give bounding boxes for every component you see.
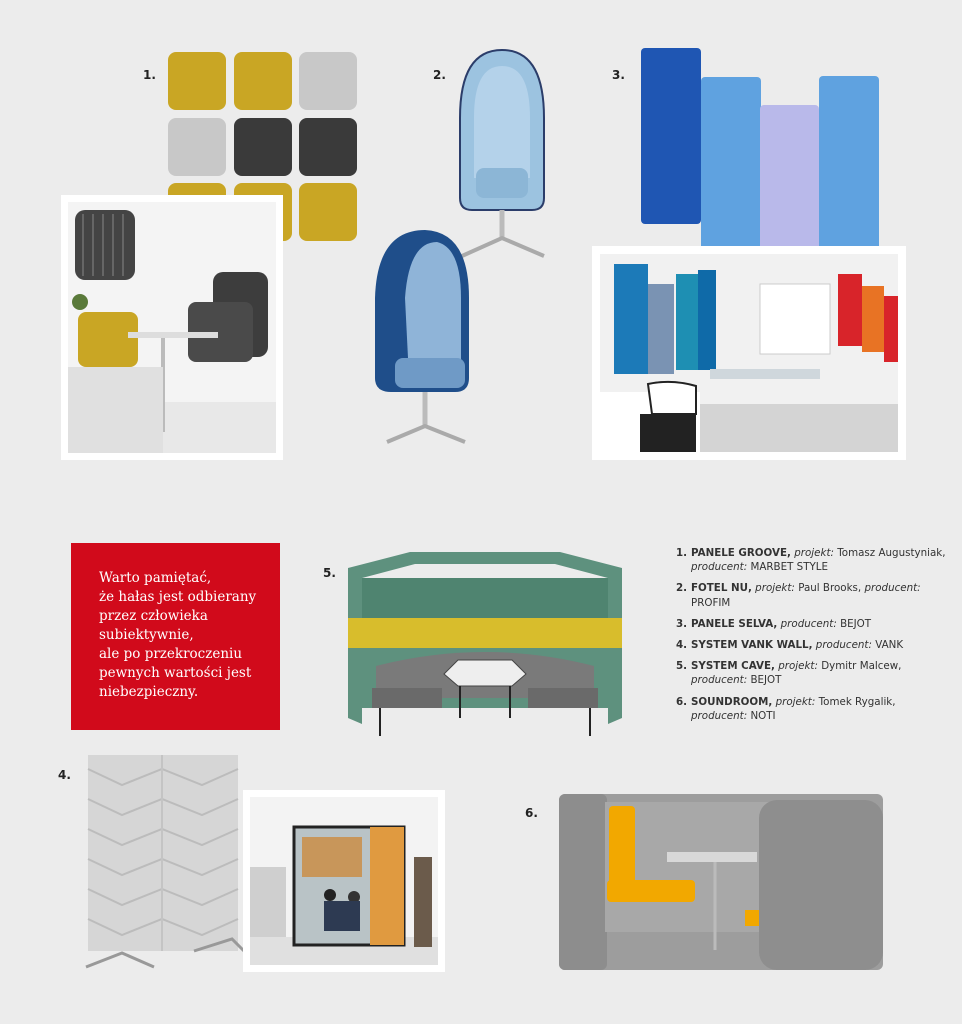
label-4: 4.	[58, 768, 71, 782]
credit-projekt-label: projekt:	[794, 547, 834, 559]
credit-producent-label: producent:	[691, 674, 748, 687]
credit-producent: BEJOT	[840, 617, 872, 630]
label-6: 6.	[525, 806, 538, 820]
selva-panel-sky	[819, 76, 879, 254]
tile-mustard	[234, 52, 292, 110]
credit-projekt-label: projekt:	[778, 660, 818, 673]
credit-item	[676, 659, 946, 687]
credit-producent: MARBET STYLE	[750, 561, 829, 574]
photo-office-desk-screens	[61, 195, 283, 460]
tile-light-grey	[168, 118, 226, 176]
credit-producent: VANK	[875, 639, 904, 652]
credit-number: 6.	[676, 695, 688, 708]
credit-item	[676, 581, 946, 609]
meeting-room-illustration	[600, 254, 898, 452]
tile-light-grey	[299, 52, 357, 110]
credits-list	[676, 546, 946, 730]
credit-producent-label: producent:	[780, 617, 837, 630]
tile-dark-grey	[234, 118, 292, 176]
credit-title: SYSTEM VANK WALL,	[691, 639, 813, 652]
credit-projekt-label: projekt:	[755, 582, 795, 595]
credit-projekt: Paul Brooks,	[798, 582, 862, 595]
label-1: 1.	[143, 68, 156, 82]
credit-projekt: Dymitr Malcew,	[821, 660, 902, 673]
selva-panel-blue	[641, 48, 701, 224]
credit-projekt-label: projekt:	[775, 695, 816, 708]
tile-mustard	[299, 183, 357, 241]
photo-meeting-room	[592, 246, 906, 460]
office-pod-illustration	[250, 797, 438, 965]
credit-producent-label: producent:	[815, 639, 872, 652]
credit-producent-label: producent:	[691, 709, 748, 722]
photo-office-pod	[243, 790, 445, 972]
credit-title: SOUNDROOM,	[691, 695, 773, 708]
credit-producent-label: producent:	[864, 582, 921, 595]
label-5: 5.	[323, 566, 336, 580]
credit-producent: PROFIM	[691, 596, 731, 609]
credit-title: PANELE GROOVE,	[691, 547, 791, 559]
credit-item	[676, 638, 946, 652]
chair-nu-navy	[365, 228, 480, 448]
tile-dark-grey	[299, 118, 357, 176]
credit-item	[676, 546, 946, 574]
callout-text: Warto pamiętać, że hałas jest odbierany przez człowieka subiektywnie, ale po przekroczeniu pewnych wartości jest niebezpieczny.	[99, 570, 257, 700]
credit-producent: BEJOT	[750, 674, 782, 687]
credit-projekt: Tomasz Augustyniak,	[837, 547, 946, 559]
vank-wall-panel	[82, 755, 247, 980]
office-desk-illustration	[68, 202, 276, 453]
tile-mustard	[168, 52, 226, 110]
cave-system-illustration	[340, 548, 630, 743]
credit-title: PANELE SELVA,	[691, 617, 778, 630]
credit-number: 1.	[676, 547, 688, 559]
credit-item	[676, 695, 946, 723]
soundroom-illustration	[555, 790, 887, 980]
label-3: 3.	[612, 68, 625, 82]
credit-producent-label: producent:	[691, 561, 748, 574]
credit-number: 5.	[676, 660, 688, 673]
credit-number: 2.	[676, 582, 688, 595]
credit-title: FOTEL NU,	[691, 582, 752, 595]
credit-number: 4.	[676, 639, 688, 652]
credit-projekt: Tomek Rygalik,	[818, 695, 896, 708]
label-2: 2.	[433, 68, 446, 82]
callout-box	[71, 543, 280, 730]
credit-producent: NOTI	[750, 709, 776, 722]
selva-panel-sky	[701, 77, 761, 253]
credit-item	[676, 617, 946, 631]
credit-title: SYSTEM CAVE,	[691, 660, 775, 673]
credit-number: 3.	[676, 617, 688, 630]
